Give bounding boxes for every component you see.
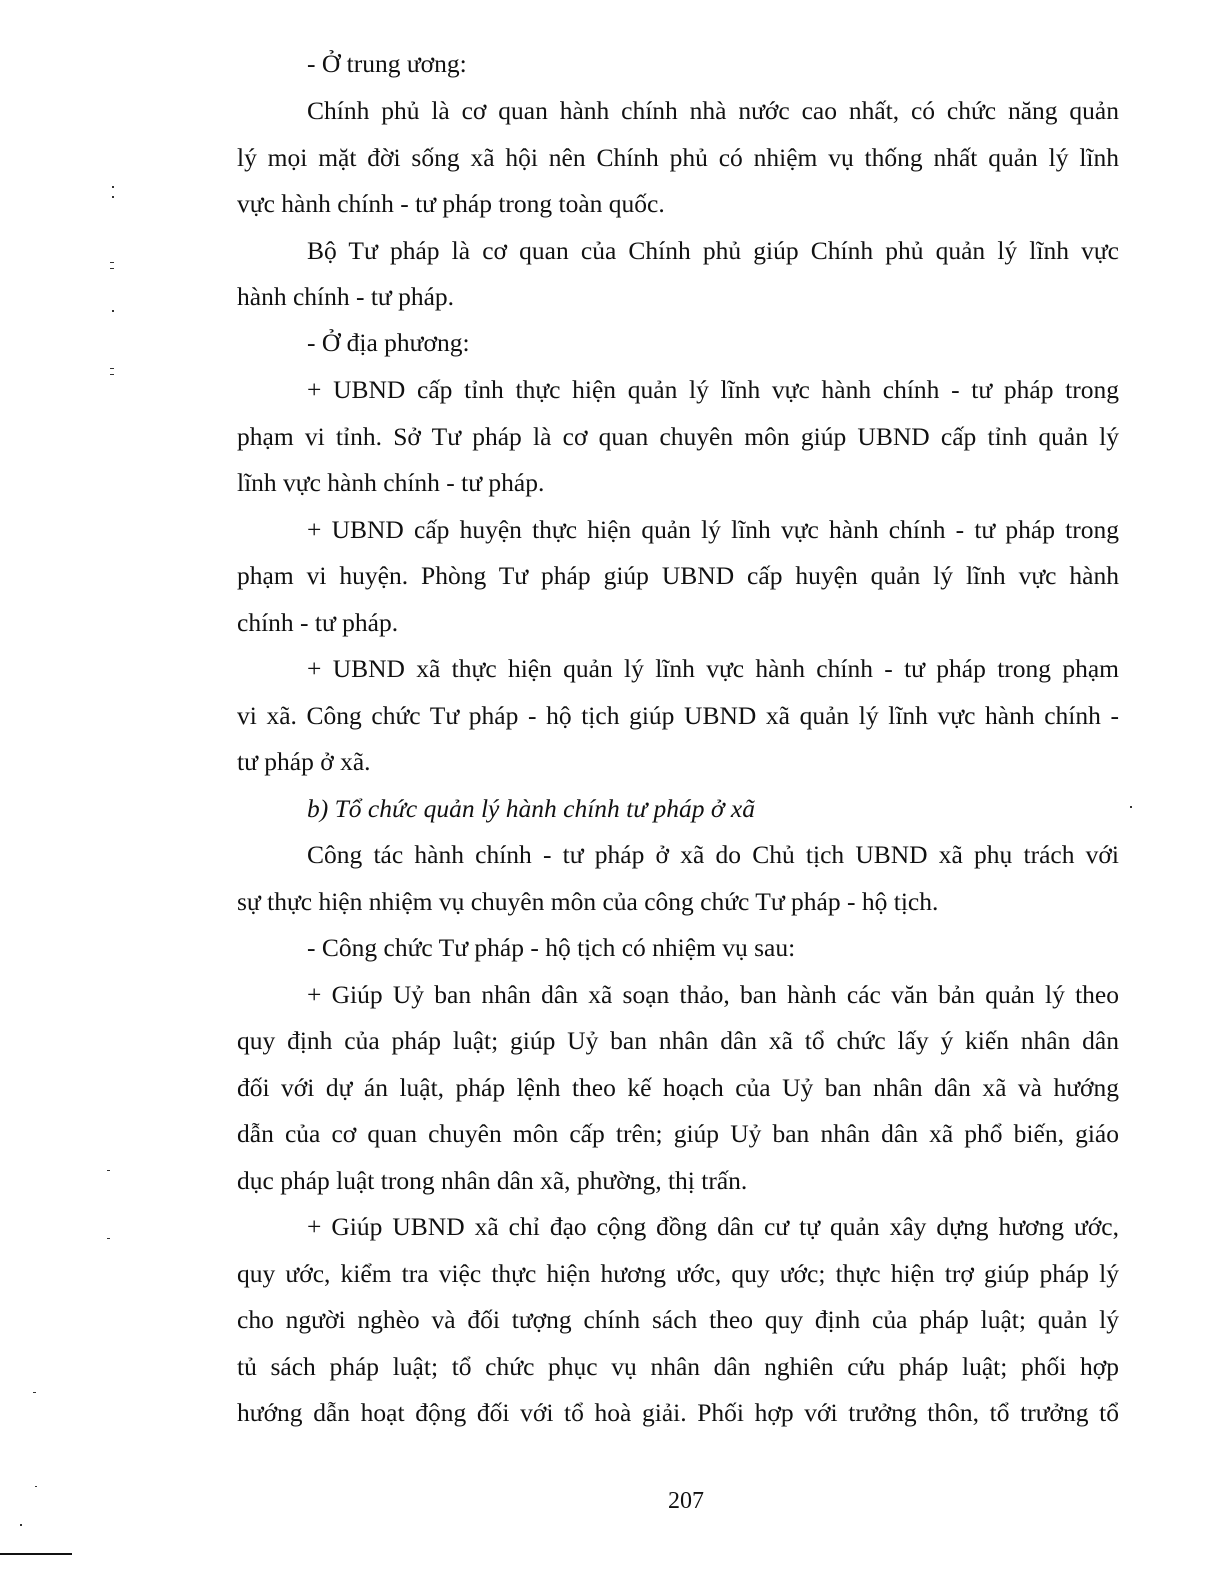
- text-line: vực hành chính - tư pháp trong toàn quốc.: [237, 189, 665, 218]
- text-line: - Ở trung ương:: [307, 49, 467, 78]
- text-line: Công tác hành chính - tư pháp ở xã do Chủ tịch UBND xã phụ trách với: [307, 840, 1119, 869]
- scan-speck: [110, 374, 114, 375]
- text-line: + Giúp UBND xã chỉ đạo cộng đồng dân cư tự quản xây dựng hương ước,: [307, 1212, 1119, 1241]
- text-line: dục pháp luật trong nhân dân xã, phường, thị trấn.: [237, 1166, 748, 1195]
- scan-speck: [112, 196, 114, 198]
- text-line: lý mọi mặt đời sống xã hội nên Chính phủ có nhiệm vụ thống nhất quản lý lĩnh: [237, 143, 1119, 172]
- footer-rule: [0, 1553, 72, 1555]
- scan-speck: [110, 262, 114, 263]
- text-line: đối với dự án luật, pháp lệnh theo kế hoạch của Uỷ ban nhân dân xã và hướng: [237, 1073, 1119, 1102]
- scan-speck: [35, 1486, 37, 1487]
- scan-speck: [33, 1392, 36, 1393]
- text-line: hướng dẫn hoạt động đối với tổ hoà giải. Phối hợp với trưởng thôn, tổ trưởng tổ: [237, 1398, 1119, 1427]
- text-line: tư pháp ở xã.: [237, 747, 371, 776]
- text-line: Bộ Tư pháp là cơ quan của Chính phủ giúp Chính phủ quản lý lĩnh vực: [307, 236, 1119, 265]
- section-heading: b) Tổ chức quản lý hành chính tư pháp ở xã: [307, 794, 755, 823]
- text-line: Chính phủ là cơ quan hành chính nhà nước cao nhất, có chức năng quản: [307, 96, 1119, 125]
- text-line: phạm vi huyện. Phòng Tư pháp giúp UBND cấp huyện quản lý lĩnh vực hành: [237, 561, 1119, 590]
- text-line: quy ước, kiểm tra việc thực hiện hương ước, quy ước; thực hiện trợ giúp pháp lý: [237, 1259, 1119, 1288]
- text-line: tủ sách pháp luật; tổ chức phục vụ nhân dân nghiên cứu pháp luật; phối hợp: [237, 1352, 1119, 1381]
- scan-speck: [20, 1524, 22, 1526]
- text-line: + UBND cấp tỉnh thực hiện quản lý lĩnh vực hành chính - tư pháp trong: [307, 375, 1119, 404]
- text-line: dẫn của cơ quan chuyên môn cấp trên; giúp Uỷ ban nhân dân xã phổ biến, giáo: [237, 1119, 1119, 1148]
- text-line: - Ở địa phương:: [307, 328, 470, 357]
- scan-speck: [110, 368, 114, 369]
- text-line: hành chính - tư pháp.: [237, 282, 455, 311]
- page-number: 207: [668, 1488, 704, 1514]
- text-line: + UBND xã thực hiện quản lý lĩnh vực hành chính - tư pháp trong phạm: [307, 654, 1119, 683]
- text-line: - Công chức Tư pháp - hộ tịch có nhiệm vụ sau:: [307, 933, 796, 962]
- scan-speck: [1130, 806, 1132, 808]
- text-line: sự thực hiện nhiệm vụ chuyên môn của công chức Tư pháp - hộ tịch.: [237, 887, 939, 916]
- text-line: phạm vi tỉnh. Sở Tư pháp là cơ quan chuyên môn giúp UBND cấp tỉnh quản lý: [237, 422, 1119, 451]
- text-line: vi xã. Công chức Tư pháp - hộ tịch giúp UBND xã quản lý lĩnh vực hành chính -: [237, 701, 1119, 730]
- scan-speck: [112, 310, 114, 312]
- text-line: + UBND cấp huyện thực hiện quản lý lĩnh vực hành chính - tư pháp trong: [307, 515, 1119, 544]
- text-line: chính - tư pháp.: [237, 608, 399, 637]
- text-line: lĩnh vực hành chính - tư pháp.: [237, 468, 545, 497]
- text-line: + Giúp Uỷ ban nhân dân xã soạn thảo, ban hành các văn bản quản lý theo: [307, 980, 1119, 1009]
- scan-speck: [107, 1170, 110, 1171]
- scan-speck: [107, 1238, 110, 1239]
- text-line: quy định của pháp luật; giúp Uỷ ban nhân dân xã tổ chức lấy ý kiến nhân dân: [237, 1026, 1119, 1055]
- text-line: cho người nghèo và đối tượng chính sách theo quy định của pháp luật; quản lý: [237, 1305, 1119, 1334]
- scan-speck: [110, 268, 114, 269]
- scan-speck: [112, 186, 114, 188]
